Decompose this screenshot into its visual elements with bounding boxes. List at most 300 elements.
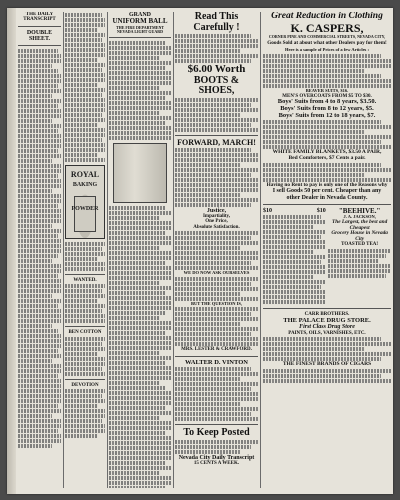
signature-lester-crawford: MRS. LESTER & CRAWFORD. bbox=[181, 347, 252, 353]
heading-goods-sold: Goods Sold at about what other Dealers pay for them! bbox=[267, 39, 387, 46]
text-line bbox=[175, 397, 258, 401]
heading-nevada-light-guard: NEVADA LIGHT GUARD bbox=[116, 28, 164, 34]
divider bbox=[65, 274, 105, 275]
text-line bbox=[175, 382, 258, 386]
text-line bbox=[65, 389, 105, 393]
article-body bbox=[65, 284, 105, 323]
text-line bbox=[18, 379, 61, 383]
text-line bbox=[109, 401, 171, 405]
text-line bbox=[263, 295, 326, 299]
medicine-bottle-illustration bbox=[113, 143, 167, 203]
text-line bbox=[109, 386, 166, 390]
text-line bbox=[263, 69, 365, 73]
text-line bbox=[65, 252, 105, 256]
beehive-ad bbox=[328, 208, 391, 305]
column-5 bbox=[263, 12, 391, 488]
text-line bbox=[18, 94, 52, 98]
text-line bbox=[109, 411, 171, 415]
text-line bbox=[65, 352, 97, 356]
text-line bbox=[18, 369, 61, 373]
text-line bbox=[175, 108, 258, 112]
text-line bbox=[18, 124, 61, 128]
text-line bbox=[328, 264, 391, 268]
heading-uniform-ball: UNIFORM BALL bbox=[112, 17, 168, 26]
article-body bbox=[175, 367, 258, 421]
heading-sample-prices: Here is a sample of Prices of a few Articles : bbox=[285, 47, 369, 53]
text-line bbox=[175, 113, 241, 117]
heading-beehive: "BEEHIVE." bbox=[338, 207, 381, 215]
text-line bbox=[263, 145, 391, 149]
text-line bbox=[175, 372, 258, 376]
text-line bbox=[263, 270, 326, 274]
text-line bbox=[65, 78, 105, 82]
boys-suits-line: Boys' Suits from 12 to 18 years, $7. bbox=[278, 111, 376, 119]
divider bbox=[263, 308, 391, 309]
text-line bbox=[263, 54, 381, 58]
text-line bbox=[263, 342, 391, 346]
heading-first-class: First Class Drug Store bbox=[299, 324, 355, 331]
text-line bbox=[18, 189, 52, 193]
text-line bbox=[109, 96, 166, 100]
text-line bbox=[109, 61, 171, 65]
text-line bbox=[263, 64, 391, 68]
text-line bbox=[18, 394, 61, 398]
article-body bbox=[65, 337, 105, 376]
text-line bbox=[109, 376, 171, 380]
text-line bbox=[328, 259, 378, 263]
text-line bbox=[175, 241, 258, 245]
text-line bbox=[18, 334, 61, 338]
column-rule bbox=[260, 12, 261, 488]
price-tag: $10 bbox=[263, 208, 272, 214]
text-line bbox=[175, 59, 251, 63]
text-line bbox=[65, 289, 102, 293]
text-line bbox=[109, 71, 171, 75]
newspaper-page bbox=[7, 8, 393, 494]
text-line bbox=[328, 254, 386, 258]
column-rule bbox=[173, 12, 174, 488]
text-line bbox=[18, 359, 52, 363]
text-line bbox=[263, 125, 391, 129]
text-line bbox=[175, 188, 258, 192]
text-line bbox=[263, 290, 326, 294]
divider bbox=[263, 204, 391, 205]
text-line bbox=[109, 256, 171, 260]
text-line bbox=[18, 54, 61, 58]
text-line bbox=[65, 394, 102, 398]
text-line bbox=[109, 391, 171, 395]
text-line bbox=[263, 255, 326, 259]
ad-line: BAKING bbox=[72, 182, 98, 188]
text-line bbox=[65, 58, 97, 62]
article-body bbox=[175, 307, 258, 346]
text-line bbox=[18, 254, 58, 258]
text-line bbox=[175, 445, 251, 449]
text-line bbox=[175, 123, 251, 127]
text-line bbox=[109, 251, 171, 255]
text-line bbox=[18, 289, 61, 293]
heading-great-reduction: Great Reduction in Clothing bbox=[271, 12, 383, 21]
text-line bbox=[18, 114, 61, 118]
text-line bbox=[263, 337, 381, 341]
text-line bbox=[65, 48, 105, 52]
text-line bbox=[65, 113, 102, 117]
text-line bbox=[263, 120, 381, 124]
text-line bbox=[18, 314, 61, 318]
text-line bbox=[109, 236, 171, 240]
heading-other-dealer: other Dealer in Nevada County. bbox=[286, 194, 368, 201]
text-line bbox=[18, 339, 61, 343]
text-line bbox=[263, 215, 321, 219]
text-line bbox=[65, 138, 102, 142]
text-line bbox=[18, 299, 61, 303]
text-line bbox=[175, 332, 251, 336]
text-line bbox=[109, 381, 159, 385]
text-line bbox=[175, 148, 251, 152]
text-line bbox=[65, 337, 105, 341]
text-line bbox=[65, 362, 105, 366]
text-line bbox=[18, 249, 61, 253]
text-line bbox=[65, 103, 105, 107]
text-line bbox=[109, 436, 171, 440]
text-line bbox=[175, 203, 251, 207]
text-line bbox=[18, 399, 61, 403]
divider bbox=[109, 37, 171, 38]
text-line bbox=[18, 64, 52, 68]
text-line bbox=[18, 294, 52, 298]
text-line bbox=[109, 81, 171, 85]
article-body bbox=[175, 231, 258, 270]
text-line bbox=[65, 93, 102, 97]
text-line bbox=[18, 439, 61, 443]
heading-caspers: K. CASPERS, bbox=[290, 20, 364, 35]
heading-palace-drug-store: THE PALACE DRUG STORE. bbox=[283, 316, 371, 324]
heading-price: $6.00 Worth bbox=[187, 63, 246, 75]
boys-suits-line: Boys' Suits from 4 to 8 years, $3.50. bbox=[277, 97, 377, 105]
text-line bbox=[18, 129, 58, 133]
text-line bbox=[109, 476, 171, 480]
headline-double-sheet: DOUBLE SHEET. bbox=[26, 29, 53, 42]
text-line bbox=[109, 441, 171, 445]
text-line bbox=[109, 286, 171, 290]
text-line bbox=[263, 280, 326, 284]
heading-largest-best: The Largest, the best and Cheapest bbox=[332, 219, 388, 231]
heading-finest-brands: THE FINEST BRANDS OF CIGARS bbox=[282, 360, 372, 367]
text-line bbox=[18, 414, 52, 418]
price-list bbox=[263, 120, 391, 149]
text-line bbox=[65, 347, 105, 351]
text-line bbox=[109, 346, 171, 350]
text-line bbox=[109, 76, 171, 80]
text-line bbox=[175, 266, 258, 270]
heading-boots-shoes: BOOTS & SHOES, bbox=[193, 74, 240, 97]
text-line bbox=[263, 245, 326, 249]
text-line bbox=[65, 434, 97, 438]
text-line bbox=[18, 149, 58, 153]
page-binding-edge bbox=[7, 8, 16, 494]
text-line bbox=[18, 204, 58, 208]
text-line bbox=[18, 229, 61, 233]
text-line bbox=[175, 49, 241, 53]
text-line bbox=[109, 306, 171, 310]
article-body bbox=[175, 440, 258, 454]
text-line bbox=[65, 242, 105, 246]
text-line bbox=[18, 389, 61, 393]
text-line bbox=[65, 367, 102, 371]
heading-justice: Justice, bbox=[206, 207, 227, 214]
text-line bbox=[65, 309, 102, 313]
text-line bbox=[18, 209, 61, 213]
ad-line: ROYAL bbox=[70, 170, 100, 179]
column-3 bbox=[109, 12, 171, 488]
text-line bbox=[65, 38, 102, 42]
text-line bbox=[65, 158, 105, 162]
text-line bbox=[18, 284, 61, 288]
heading-fire-department: THE FIRE DEPARTMENT bbox=[115, 24, 164, 30]
text-line bbox=[175, 412, 251, 416]
divider bbox=[175, 356, 258, 357]
divider bbox=[175, 135, 258, 136]
text-line bbox=[109, 91, 171, 95]
text-line bbox=[18, 214, 61, 218]
text-line bbox=[109, 121, 166, 125]
text-line bbox=[18, 144, 61, 148]
divider bbox=[65, 326, 105, 327]
heading-walter-vinton: WALTER D. VINTON bbox=[185, 358, 248, 366]
text-line bbox=[109, 356, 171, 360]
text-line bbox=[175, 54, 258, 58]
text-line bbox=[18, 69, 58, 73]
text-line bbox=[18, 329, 58, 333]
text-line bbox=[263, 59, 391, 63]
text-line bbox=[175, 231, 258, 235]
text-line bbox=[18, 109, 61, 113]
heading-white-blankets: WHITE FAMILY BLANKETS, $3.50 A PAIR, bbox=[272, 149, 382, 156]
text-line bbox=[175, 261, 251, 265]
lower-ads-row bbox=[263, 208, 391, 305]
text-line bbox=[65, 123, 97, 127]
text-line bbox=[175, 367, 251, 371]
text-line bbox=[263, 352, 391, 356]
text-line bbox=[18, 89, 61, 93]
text-line bbox=[65, 143, 105, 147]
text-line bbox=[109, 291, 166, 295]
text-line bbox=[109, 86, 159, 90]
article-body bbox=[18, 49, 61, 448]
text-line bbox=[263, 220, 326, 224]
subscription-price: 15 CENTS A WEEK. bbox=[193, 461, 240, 467]
text-line bbox=[175, 312, 251, 316]
heading-ben-cotton: BEN COTTON bbox=[68, 330, 102, 336]
text-line bbox=[65, 148, 105, 152]
text-line bbox=[65, 404, 97, 408]
text-line bbox=[109, 41, 166, 45]
heading-bed-comforters: Bed Comforters, $7 Cents a pair. bbox=[288, 155, 366, 162]
text-line bbox=[263, 178, 391, 182]
text-line bbox=[18, 374, 58, 378]
text-line bbox=[18, 194, 61, 198]
text-line bbox=[109, 486, 166, 488]
text-line bbox=[328, 269, 391, 273]
text-line bbox=[175, 118, 258, 122]
text-line bbox=[18, 139, 61, 143]
text-line bbox=[65, 68, 102, 72]
text-line bbox=[18, 309, 61, 313]
text-line bbox=[109, 426, 171, 430]
ad-body bbox=[263, 337, 391, 361]
text-line bbox=[65, 304, 105, 308]
text-line bbox=[18, 404, 58, 408]
text-line bbox=[175, 183, 258, 187]
text-line bbox=[65, 414, 105, 418]
text-line bbox=[109, 296, 171, 300]
heading-impartiality: Impartiality, bbox=[202, 214, 231, 220]
text-line bbox=[18, 429, 58, 433]
text-line bbox=[109, 421, 171, 425]
text-line bbox=[109, 456, 171, 460]
text-line bbox=[18, 154, 61, 158]
text-line bbox=[263, 285, 321, 289]
text-line bbox=[65, 399, 105, 403]
text-line bbox=[65, 33, 105, 37]
text-line bbox=[175, 153, 258, 157]
text-line bbox=[65, 247, 102, 251]
text-line bbox=[65, 28, 97, 32]
column-rule bbox=[63, 12, 64, 488]
heading-read-this-carefully: Read This Carefully ! bbox=[193, 12, 240, 33]
text-line bbox=[18, 134, 61, 138]
text-line bbox=[65, 53, 105, 57]
text-line bbox=[18, 224, 52, 228]
text-line bbox=[109, 56, 159, 60]
text-line bbox=[263, 173, 365, 177]
text-line bbox=[18, 419, 61, 423]
text-line bbox=[175, 158, 258, 162]
text-line bbox=[18, 79, 61, 83]
text-line bbox=[18, 384, 61, 388]
text-line bbox=[175, 236, 251, 240]
text-line bbox=[175, 193, 241, 197]
text-line bbox=[109, 321, 171, 325]
text-line bbox=[328, 274, 386, 278]
text-line bbox=[175, 44, 258, 48]
text-line bbox=[109, 241, 171, 245]
text-line bbox=[65, 342, 102, 346]
text-line bbox=[65, 63, 105, 67]
text-line bbox=[109, 261, 166, 265]
text-line bbox=[65, 299, 97, 303]
text-line bbox=[175, 34, 251, 38]
text-line bbox=[109, 351, 159, 355]
text-line bbox=[109, 406, 166, 410]
text-line bbox=[263, 240, 326, 244]
text-line bbox=[18, 434, 61, 438]
text-line bbox=[175, 128, 258, 132]
article-body bbox=[109, 206, 171, 488]
price-tag: $10 bbox=[316, 208, 326, 214]
text-line bbox=[18, 179, 61, 183]
text-line bbox=[263, 135, 391, 139]
article-body bbox=[109, 41, 171, 140]
text-line bbox=[175, 287, 258, 291]
text-line bbox=[109, 446, 171, 450]
text-line bbox=[65, 43, 105, 47]
article-body bbox=[65, 13, 105, 162]
text-line bbox=[263, 235, 321, 239]
text-line bbox=[175, 342, 258, 346]
text-line bbox=[175, 337, 258, 341]
text-line bbox=[65, 262, 105, 266]
text-line bbox=[175, 39, 258, 43]
text-line bbox=[109, 341, 171, 345]
text-line bbox=[263, 275, 313, 279]
text-line bbox=[109, 326, 171, 330]
article-body bbox=[65, 389, 105, 438]
text-line bbox=[65, 419, 102, 423]
text-line bbox=[18, 244, 61, 248]
text-line bbox=[18, 264, 61, 268]
heading-no-rent: Having no Rent to pay is only one of the Reasons why bbox=[266, 181, 388, 188]
text-line bbox=[175, 402, 241, 406]
heading-we-now-ask: WE DO NOW ASK OURSELVES bbox=[183, 269, 250, 275]
ad-body bbox=[328, 249, 391, 278]
text-line bbox=[109, 101, 171, 105]
text-line bbox=[18, 239, 61, 243]
baking-powder-can-illustration bbox=[74, 196, 96, 232]
text-line bbox=[18, 349, 58, 353]
text-line bbox=[18, 219, 61, 223]
text-line bbox=[18, 199, 61, 203]
text-line bbox=[18, 74, 61, 78]
text-line bbox=[175, 251, 258, 255]
text-line bbox=[65, 314, 105, 318]
text-line bbox=[175, 450, 241, 454]
text-line bbox=[65, 153, 97, 157]
text-line bbox=[263, 369, 391, 373]
text-line bbox=[175, 417, 258, 421]
price-list bbox=[263, 54, 391, 88]
text-line bbox=[175, 163, 241, 167]
text-line bbox=[109, 111, 159, 115]
text-line bbox=[109, 266, 171, 270]
text-line bbox=[18, 424, 61, 428]
text-line bbox=[65, 83, 97, 87]
masthead: THE DAILY TRANSCRIPT bbox=[23, 12, 56, 23]
heading-paints: PAINTS, OILS, VARNISHES, ETC. bbox=[288, 330, 366, 336]
text-line bbox=[109, 311, 166, 315]
text-line bbox=[109, 416, 159, 420]
heading-keep-posted: To Keep Posted bbox=[183, 427, 250, 439]
text-line bbox=[18, 164, 61, 168]
text-line bbox=[65, 424, 105, 428]
text-line bbox=[263, 225, 313, 229]
text-line bbox=[18, 344, 61, 348]
text-line bbox=[65, 128, 105, 132]
heading-jackson: J. A. JACKSON, bbox=[343, 214, 376, 220]
text-line bbox=[65, 357, 105, 361]
text-line bbox=[65, 133, 105, 137]
text-line bbox=[65, 98, 105, 102]
column-1 bbox=[18, 12, 61, 488]
text-line bbox=[18, 259, 52, 263]
article-body bbox=[65, 242, 105, 271]
text-line bbox=[109, 331, 166, 335]
text-line bbox=[18, 159, 52, 163]
text-line bbox=[65, 257, 97, 261]
text-line bbox=[175, 168, 258, 172]
text-line bbox=[18, 269, 61, 273]
text-line bbox=[175, 387, 251, 391]
